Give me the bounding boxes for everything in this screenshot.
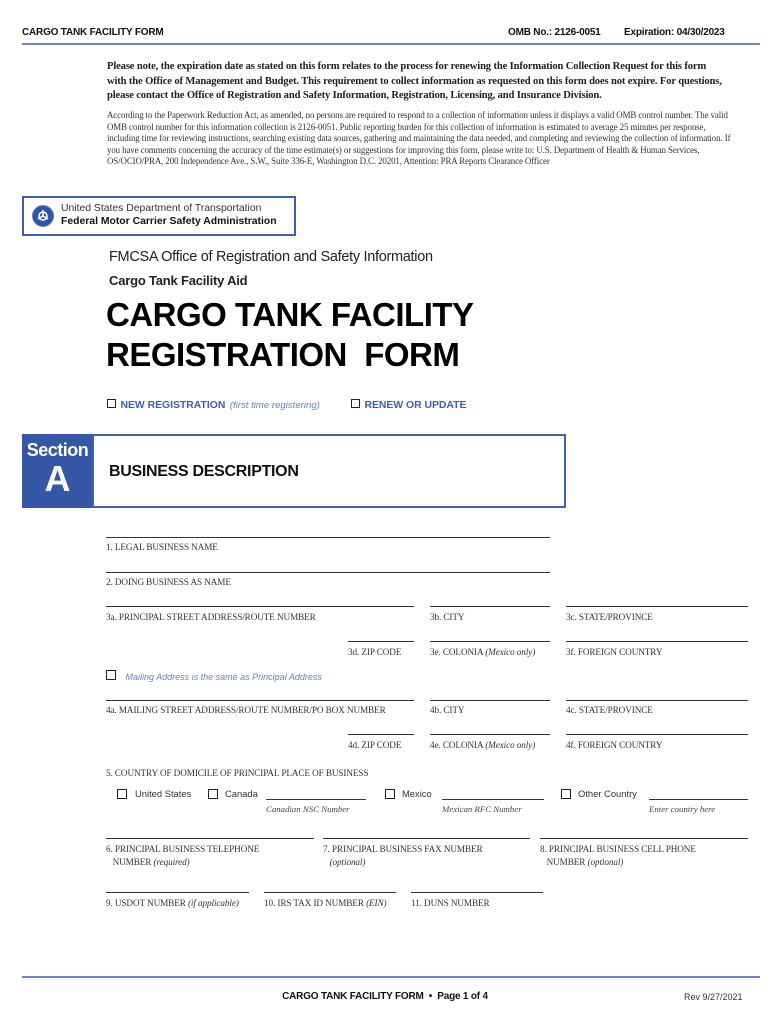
same-address-option[interactable] [106,667,322,685]
mailing-foreign-country-field[interactable] [566,734,748,735]
header-divider [22,43,760,45]
mailing-street-label: 4a. MAILING STREET ADDRESS/ROUTE NUMBER/PO BOX NUMBER [106,705,386,715]
new-registration-option[interactable] [107,395,320,413]
dot-seal-icon [32,205,54,227]
footer-revision: Rev 9/27/2021 [684,992,743,1002]
pra-statement: According to the Paperwork Reduction Act, as amended, no persons are required to respond to a collection of information unless it displays a valid OMB control number. The valid OMB control number for this information collection is 2126-0051. Public reporting burden for this collection of information is estimated to average 25 minutes per response, including time for reviewing instructions, searching existing data sources, gathering and maintaining the data needed, and completing and reviewing the collection of information. If you have comments concerning the accuracy of the time estimate(s) or suggestions for improving this form, please write to: U.S. Department of Health & Human Services, OS/OCIO/PRA, 200 Independence Ave., S.W., Suite 336-E, Washington D.C. 20201, Attention: PRA Reports Clearance Officer [107,110,731,167]
canadian-nsc-label: Canadian NSC Number [266,804,350,814]
dot-name: United States Department of Transportation [61,203,262,214]
section-a-tab [22,434,93,508]
duns-number-label: 11. DUNS NUMBER [411,898,490,908]
mailing-zip-label: 4d. ZIP CODE [348,740,402,750]
mexico-label: Mexico [402,788,432,799]
canadian-nsc-field[interactable] [266,799,366,800]
renew-update-option[interactable] [351,395,466,413]
mexican-rfc-field[interactable] [442,799,544,800]
legal-business-name-field[interactable] [106,537,550,538]
principal-street-label: 3a. PRINCIPAL STREET ADDRESS/ROUTE NUMBER [106,612,316,622]
principal-colonia-label: 3e. COLONIA (Mexico only) [430,647,536,657]
section-title: BUSINESS DESCRIPTION [109,463,299,480]
office-name: FMCSA Office of Registration and Safety Information [109,249,433,265]
section-a-title-box [92,434,566,508]
business-telephone-label: 6. PRINCIPAL BUSINESS TELEPHONE NUMBER (required) [106,844,260,867]
us-label: United States [135,788,192,799]
mailing-zip-field[interactable] [348,734,414,735]
fmcsa-name: Federal Motor Carrier Safety Administration [61,216,277,227]
principal-colonia-field[interactable] [430,641,550,642]
mexico-checkbox[interactable] [385,789,395,799]
section-word: Section [26,440,89,460]
mailing-state-field[interactable] [566,700,748,701]
dba-name-label: 2. DOING BUSINESS AS NAME [106,577,231,587]
form-subtitle: Cargo Tank Facility Aid [109,273,248,288]
principal-foreign-country-label: 3f. FOREIGN COUNTRY [566,647,663,657]
irs-tax-id-field[interactable] [264,892,396,893]
expiration-date: Expiration: 04/30/2023 [624,27,725,38]
principal-city-label: 3b. CITY [430,612,465,622]
new-registration-checkbox[interactable] [107,399,116,408]
principal-foreign-country-field[interactable] [566,641,748,642]
other-country-label: Other Country [578,788,637,799]
same-address-checkbox[interactable] [106,670,116,680]
principal-state-label: 3c. STATE/PROVINCE [566,612,653,622]
renew-update-label: RENEW OR UPDATE [364,400,467,411]
business-fax-label: 7. PRINCIPAL BUSINESS FAX NUMBER (optional) [323,844,483,867]
principal-state-field[interactable] [566,606,748,607]
expiration-notice: Please note, the expiration date as stated on this form relates to the process for renewing the Information Collection Request for this form with the Office of Management and Budget. This requirement to collect information as requested on this form does not expire. For questions, please contact the Office of Registration and Safety Information, Registration, Licensing, and Insurance Division. [107,61,722,102]
business-cell-label: 8. PRINCIPAL BUSINESS CELL PHONE NUMBER (optional) [540,844,696,867]
canada-checkbox[interactable] [208,789,218,799]
canada-label: Canada [225,788,258,799]
same-address-label: Mailing Address is the same as Principal Address [125,672,322,682]
mailing-colonia-label: 4e. COLONIA (Mexico only) [430,740,536,750]
section-letter: A [44,458,71,499]
legal-business-name-label: 1. LEGAL BUSINESS NAME [106,542,218,552]
mexican-rfc-label: Mexican RFC Number [442,804,522,814]
mailing-city-field[interactable] [430,700,550,701]
other-country-field[interactable] [649,799,748,800]
new-registration-label: NEW REGISTRATION [120,400,226,411]
omb-number: OMB No.: 2126-0051 [508,27,601,38]
irs-tax-id-label: 10. IRS TAX ID NUMBER (EIN) [264,898,387,908]
other-country-checkbox[interactable] [561,789,571,799]
usdot-number-field[interactable] [106,892,249,893]
principal-street-field[interactable] [106,606,414,607]
business-telephone-field[interactable] [106,838,314,839]
footer-page-info: CARGO TANK FACILITY FORM • Page 1 of 4 [282,991,488,1002]
country-domicile-label: 5. COUNTRY OF DOMICILE OF PRINCIPAL PLACE OF BUSINESS [106,768,369,778]
page-title-line2: REGISTRATION FORM [106,336,460,373]
form-header-title: CARGO TANK FACILITY FORM [22,27,164,38]
us-checkbox[interactable] [117,789,127,799]
renew-update-checkbox[interactable] [351,399,360,408]
mailing-foreign-country-label: 4f. FOREIGN COUNTRY [566,740,663,750]
new-registration-note: (first time registering) [229,400,320,411]
mailing-street-field[interactable] [106,700,414,701]
mailing-city-label: 4b. CITY [430,705,465,715]
dba-name-field[interactable] [106,572,550,573]
principal-zip-label: 3d. ZIP CODE [348,647,402,657]
business-fax-field[interactable] [323,838,530,839]
usdot-number-label: 9. USDOT NUMBER (if applicable) [106,898,239,908]
page-title-line1: CARGO TANK FACILITY [106,296,474,333]
mailing-state-label: 4c. STATE/PROVINCE [566,705,653,715]
business-cell-field[interactable] [540,838,748,839]
principal-zip-field[interactable] [348,641,414,642]
duns-number-field[interactable] [411,892,543,893]
footer-divider [22,976,760,978]
other-country-sub-label: Enter country here [649,804,716,814]
principal-city-field[interactable] [430,606,550,607]
mailing-colonia-field[interactable] [430,734,550,735]
fmcsa-logo-banner [22,196,296,236]
